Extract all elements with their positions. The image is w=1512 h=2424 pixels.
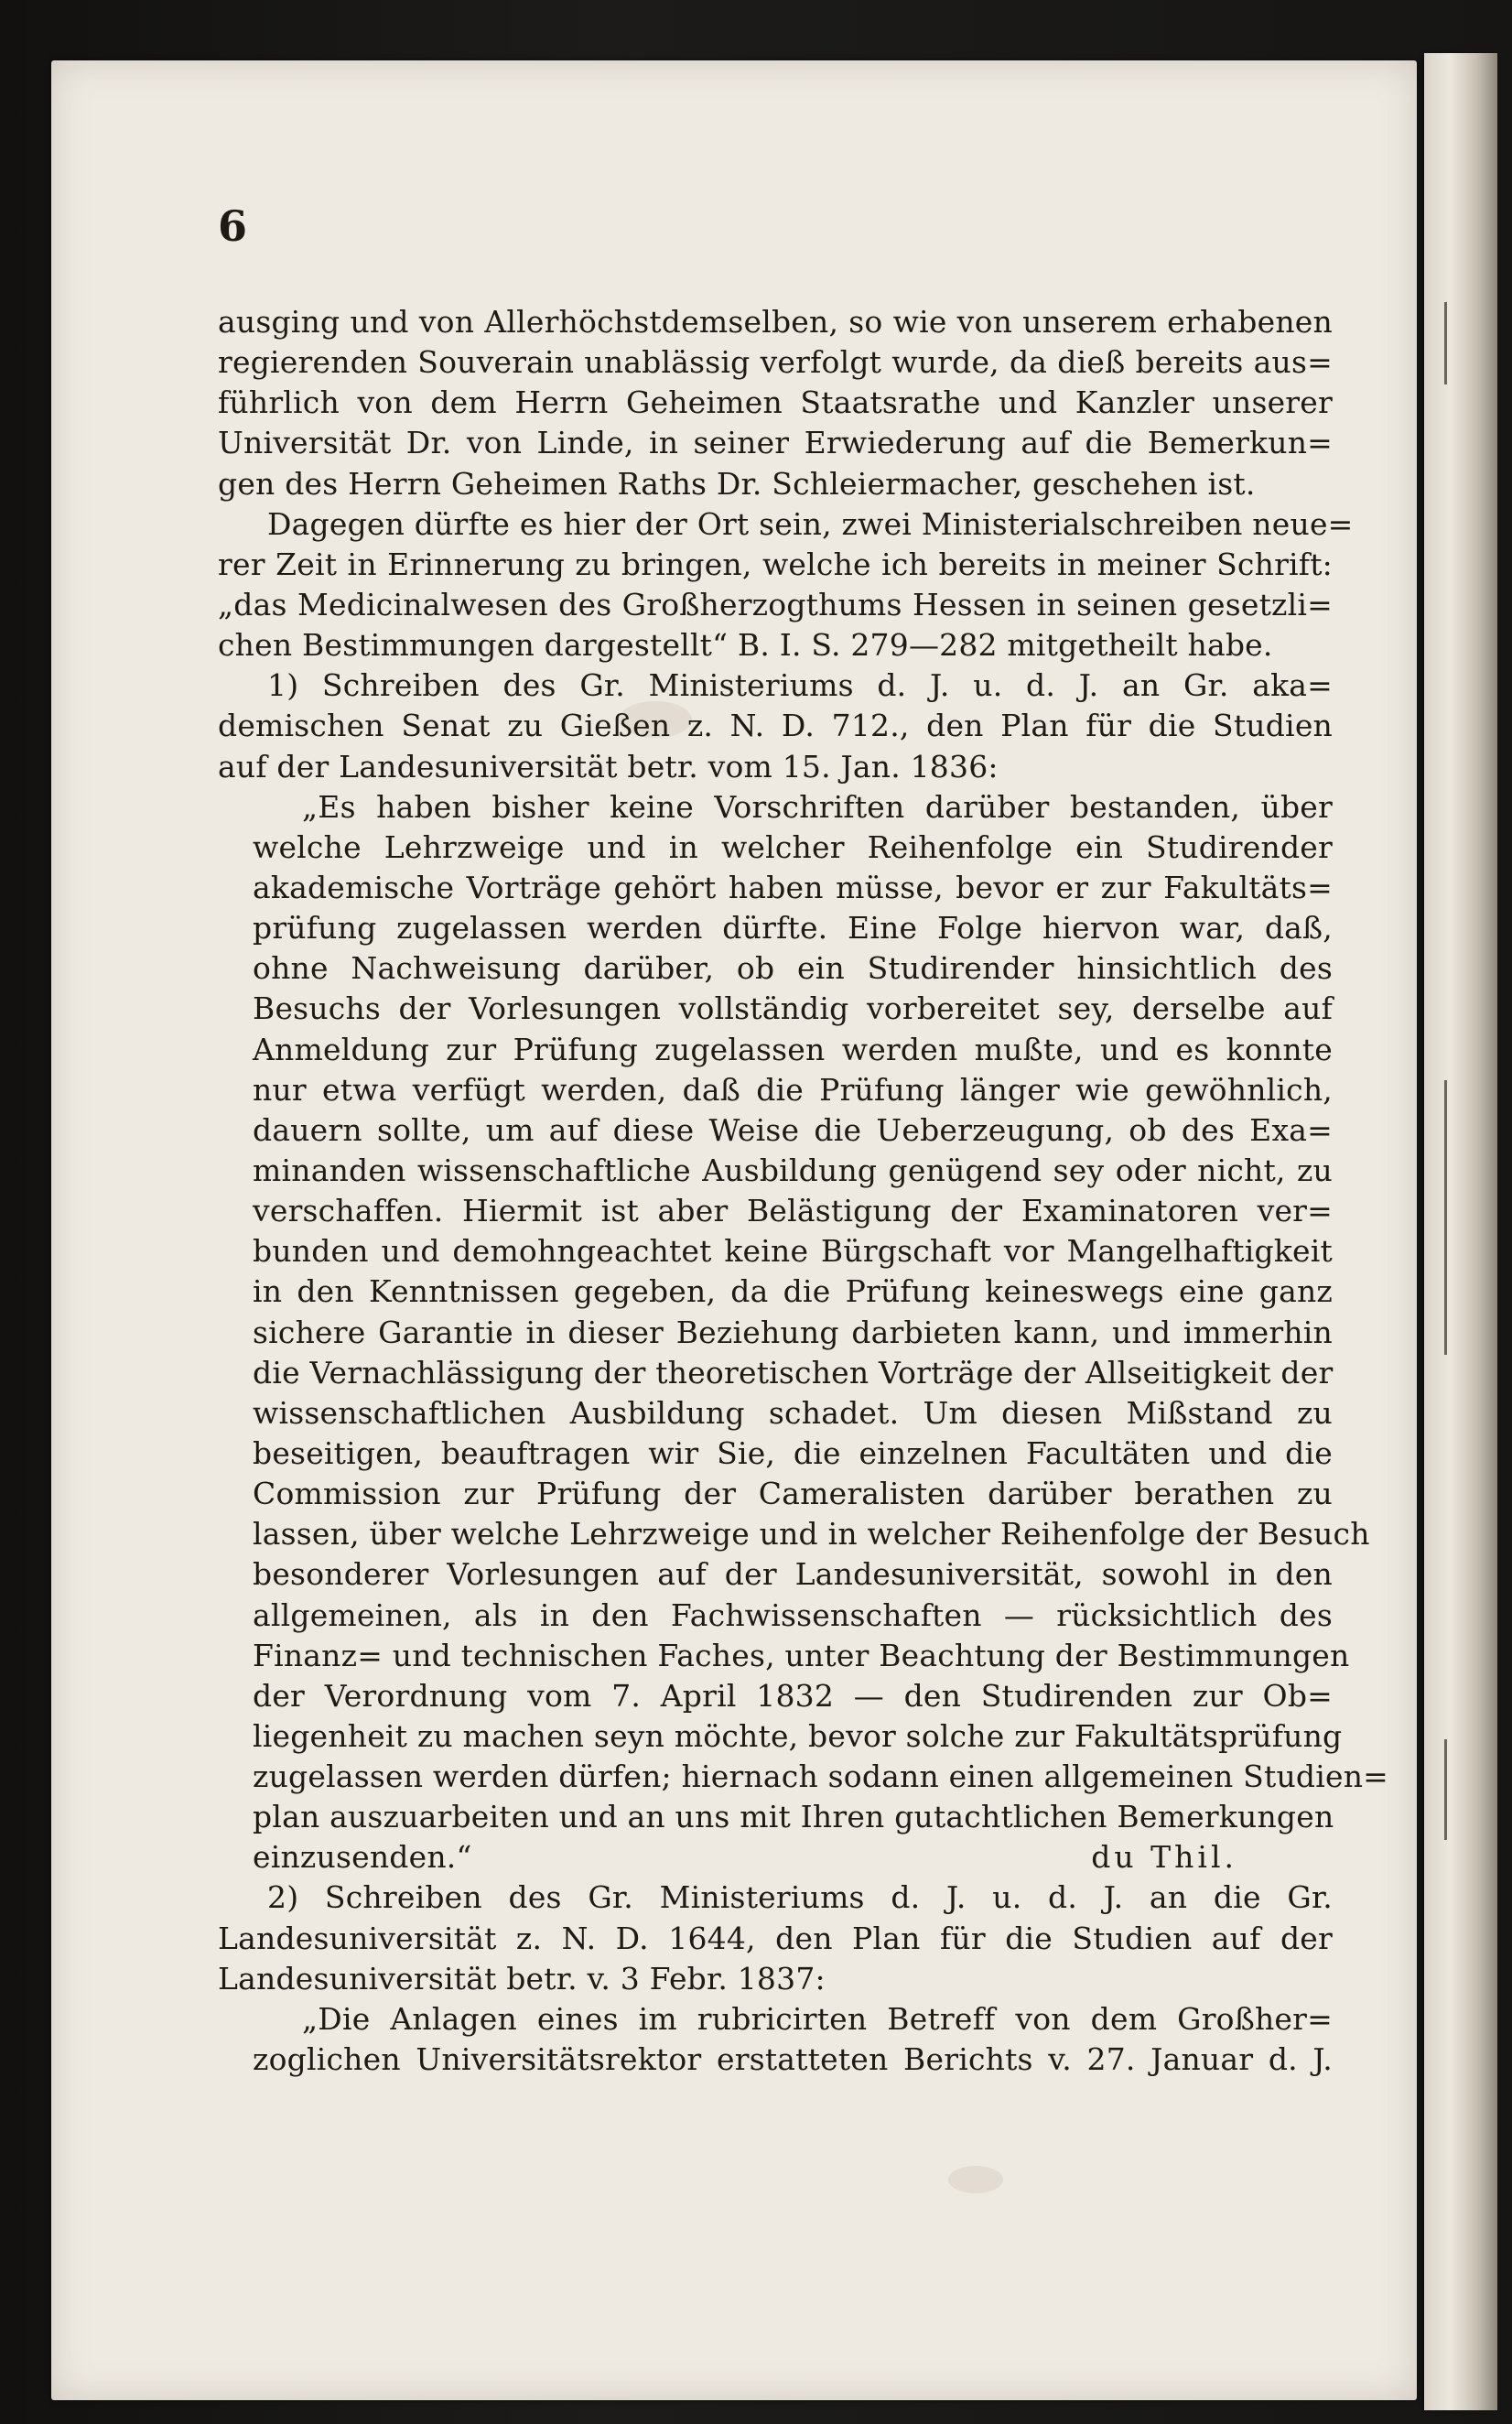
text-line: führlich von dem Herrn Geheimen Staatsrathe und Kanzler unserer — [218, 384, 1333, 421]
text-line: lassen, über welche Lehrzweige und in welcher Reihenfolge der Besuch — [253, 1516, 1370, 1553]
text-line: wissenschaftlichen Ausbildung schadet. Um diesen Mißstand zu — [253, 1394, 1333, 1431]
text-line: chen Bestimmungen dargestellt“ B. I. S. 279—282 mitgetheilt habe. — [218, 627, 1273, 664]
text-line: regierenden Souverain unablässig verfolgt wurde, da dieß bereits aus= — [218, 344, 1333, 381]
text-line: akademische Vorträge gehört haben müsse, bevor er zur Fakultäts= — [253, 869, 1333, 905]
text-line: „das Medicinalwesen des Großherzogthums Hessen in seinen gesetzli= — [218, 586, 1333, 622]
text-line: plan auszuarbeiten und an uns mit Ihren gutachtlichen Bemerkungen — [253, 1799, 1334, 1835]
text-line: allgemeinen, als in den Fachwissenschaften — rücksichtlich des — [253, 1596, 1333, 1633]
text-line: zugelassen werden dürfen; hiernach sodann einen allgemeinen Studien= — [253, 1758, 1389, 1795]
body-text — [218, 302, 1389, 2080]
text-line: in den Kenntnissen gegeben, da die Prüfung keineswegs eine ganz — [253, 1273, 1333, 1310]
text-line: Dagegen dürfte es hier der Ort sein, zwei Ministerialschreiben neue= — [267, 505, 1354, 542]
text-line: Anmeldung zur Prüfung zugelassen werden mußte, und es konnte — [253, 1031, 1333, 1067]
closing-text: einzusenden.“ — [253, 1839, 472, 1876]
text-line: Landesuniversität betr. v. 3 Febr. 1837: — [218, 1960, 826, 1997]
text-line: ausging und von Allerhöchstdemselben, so wie von unserem erhabenen — [218, 304, 1333, 340]
text-line: der Verordnung vom 7. April 1832 — den Studirenden zur Ob= — [253, 1677, 1333, 1714]
text-line: verschaffen. Hiermit ist aber Belästigung der Examinatoren ver= — [253, 1193, 1333, 1229]
text-line: die Vernachlässigung der theoretischen Vorträge der Allseitigkeit der — [253, 1354, 1334, 1391]
signature-line — [253, 1837, 1333, 1878]
page-number: 6 — [218, 201, 248, 251]
text-line: „Es haben bisher keine Vorschriften darüber bestanden, über — [302, 788, 1333, 825]
text-line: bunden und demohngeachtet keine Bürgschaft vor Mangelhaftigkeit — [253, 1233, 1333, 1270]
text-line: demischen Senat zu Gießen z. N. D. 712., den Plan für die Studien — [218, 708, 1333, 744]
text-line: Besuchs der Vorlesungen vollständig vorbereitet sey, derselbe auf — [253, 990, 1333, 1027]
text-line: zoglichen Universitätsrektor erstatteten Berichts v. 27. Januar d. J. — [253, 2041, 1333, 2078]
page-edge-line — [1444, 1739, 1447, 1840]
next-page-edge — [1424, 53, 1497, 2410]
text-line: sichere Garantie in dieser Beziehung darbieten kann, und immerhin — [253, 1314, 1333, 1350]
text-line: 2) Schreiben des Gr. Ministeriums d. J. u. d. J. an die Gr. — [267, 1879, 1333, 1916]
text-line: ohne Nachweisung darüber, ob ein Studirender hinsichtlich des — [253, 950, 1333, 987]
text-lines — [218, 302, 1389, 1837]
text-line: Finanz= und technischen Faches, unter Beachtung der Bestimmungen — [253, 1637, 1350, 1673]
text-line: Universität Dr. von Linde, in seiner Erwiederung auf die Bemerkun= — [218, 425, 1333, 461]
page-edge-line — [1444, 1080, 1447, 1355]
text-line: dauern sollte, um auf diese Weise die Ueberzeugung, ob des Exa= — [253, 1111, 1333, 1148]
text-line: minanden wissenschaftliche Ausbildung genügend sey oder nicht, zu — [253, 1152, 1333, 1188]
paper-stain — [948, 2166, 1003, 2193]
text-line: welche Lehrzweige und in welcher Reihenfolge ein Studirender — [253, 828, 1333, 865]
text-line: besonderer Vorlesungen auf der Landesuniversität, sowohl in den — [253, 1556, 1333, 1593]
text-line: prüfung zugelassen werden dürfte. Eine Folge hiervon war, daß, — [253, 910, 1333, 947]
text-lines-after — [218, 1878, 1333, 2080]
text-line: 1) Schreiben des Gr. Ministeriums d. J. u. d. J. an Gr. aka= — [267, 667, 1333, 704]
text-line: gen des Herrn Geheimen Raths Dr. Schleiermacher, geschehen ist. — [218, 465, 1256, 502]
text-line: Commission zur Prüfung der Cameralisten darüber berathen zu — [253, 1476, 1333, 1512]
text-line: „Die Anlagen eines im rubricirten Betreff von dem Großher= — [302, 2000, 1333, 2037]
text-line: auf der Landesuniversität betr. vom 15. Jan. 1836: — [218, 748, 999, 785]
signature: du Thil. — [1091, 1839, 1237, 1876]
text-line: Landesuniversität z. N. D. 1644, den Plan für die Studien auf der — [218, 1920, 1333, 1956]
text-line: beseitigen, beauftragen wir Sie, die einzelnen Facultäten und die — [253, 1434, 1333, 1471]
text-line: nur etwa verfügt werden, daß die Prüfung länger wie gewöhnlich, — [253, 1071, 1333, 1108]
text-line: liegenheit zu machen seyn möchte, bevor solche zur Fakultätsprüfung — [253, 1717, 1343, 1754]
text-line: rer Zeit in Erinnerung zu bringen, welche ich bereits in meiner Schrift: — [218, 546, 1333, 582]
page-edge-line — [1444, 302, 1447, 384]
